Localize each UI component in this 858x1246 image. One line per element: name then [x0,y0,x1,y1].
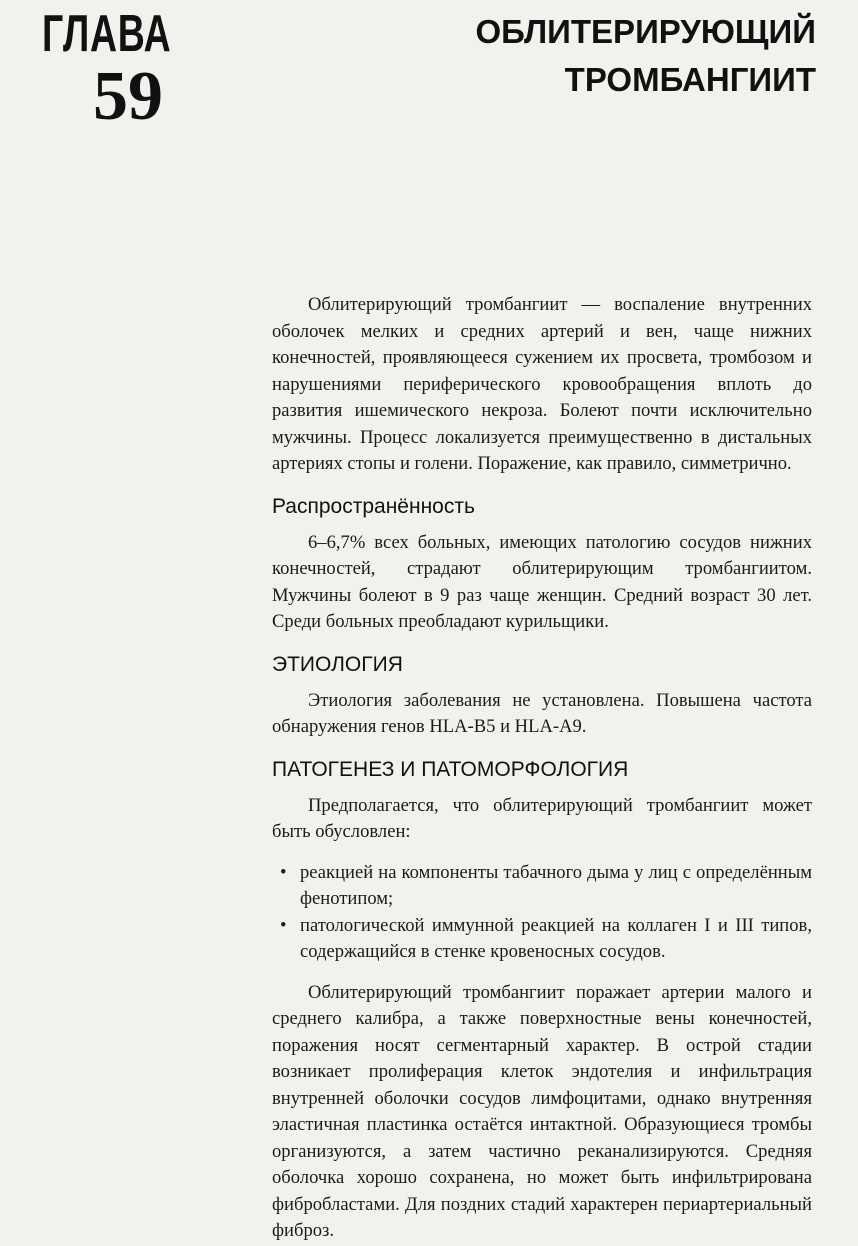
intro-paragraph: Облитерирующий тромбангиит — воспаление внутренних оболочек мелких и средних артерий и вен, чаще нижних конечностей, проявляющееся сужением их просвета, тромбозом и нарушениями периферического кровообращения вплоть до развития ишемического некроза. Болеют почти исключительно мужчины. Процесс локализуется преимущественно в дистальных артериях стопы и голени. Поражение, как правило, симметрично. [272,294,812,474]
section-heading-pathogenesis: ПАТОГЕНЕЗ И ПАТОМОРФОЛОГИЯ [272,757,629,781]
section-heading-etiology: ЭТИОЛОГИЯ [272,652,403,676]
prevalence-paragraph: 6–6,7% всех больных, имеющих патологию сосудов нижних конечностей, страдают облитерирующим тромбангиитом. Мужчины болеют в 9 раз чаще женщин. Средний возраст 30 лет. Среди больных преобладают курильщики. [272,531,812,632]
bullet-icon: • [280,861,287,883]
pathomorphology-paragraph: Облитерирующий тромбангиит поражает артерии малого и среднего калибра, а также поверхностные вены конечностей, поражения носят сегментарный характер. В острой стадии возникает пролиферация клеток эндотелия и инфильтрация внутренней оболочки сосудов лимфоцитами, однако внутренняя эластичная пластинка остаётся интактной. Образующиеся тромбы организуются, а затем частично реканализируются. Средняя оболочка хорошо сохранена, но может быть инфильтрирована фибробластами. Для поздних стадий характерен периартериальный фиброз. [272,981,812,1241]
pathogenesis-list [272,860,812,966]
chapter-number: 59 [93,58,163,135]
chapter-title-line1: ОБЛИТЕРИРУЮЩИЙ [475,13,816,50]
chapter-title-line2: ТРОМБАНГИИТ [564,61,816,98]
list-item [272,913,812,966]
bullet-icon: • [280,914,287,936]
chapter-title [475,8,816,104]
section-heading-prevalence: Распространённость [272,494,475,518]
main-content [272,292,812,1245]
list-item-text: патологической иммунной реакцией на коллаген I и III типов, содержащийся в стенке кровеносных сосудов. [300,914,812,962]
list-item-text: реакцией на компоненты табачного дыма у лиц с определённым фенотипом; [300,861,812,909]
pathogenesis-lead-paragraph: Предполагается, что облитерирующий тромбангиит может быть обусловлен: [272,794,812,842]
list-item [272,860,812,913]
chapter-label: ГЛАВА [42,5,172,63]
etiology-paragraph: Этиология заболевания не установлена. Повышена частота обнаружения генов HLA-B5 и HLA-A9. [272,689,812,737]
